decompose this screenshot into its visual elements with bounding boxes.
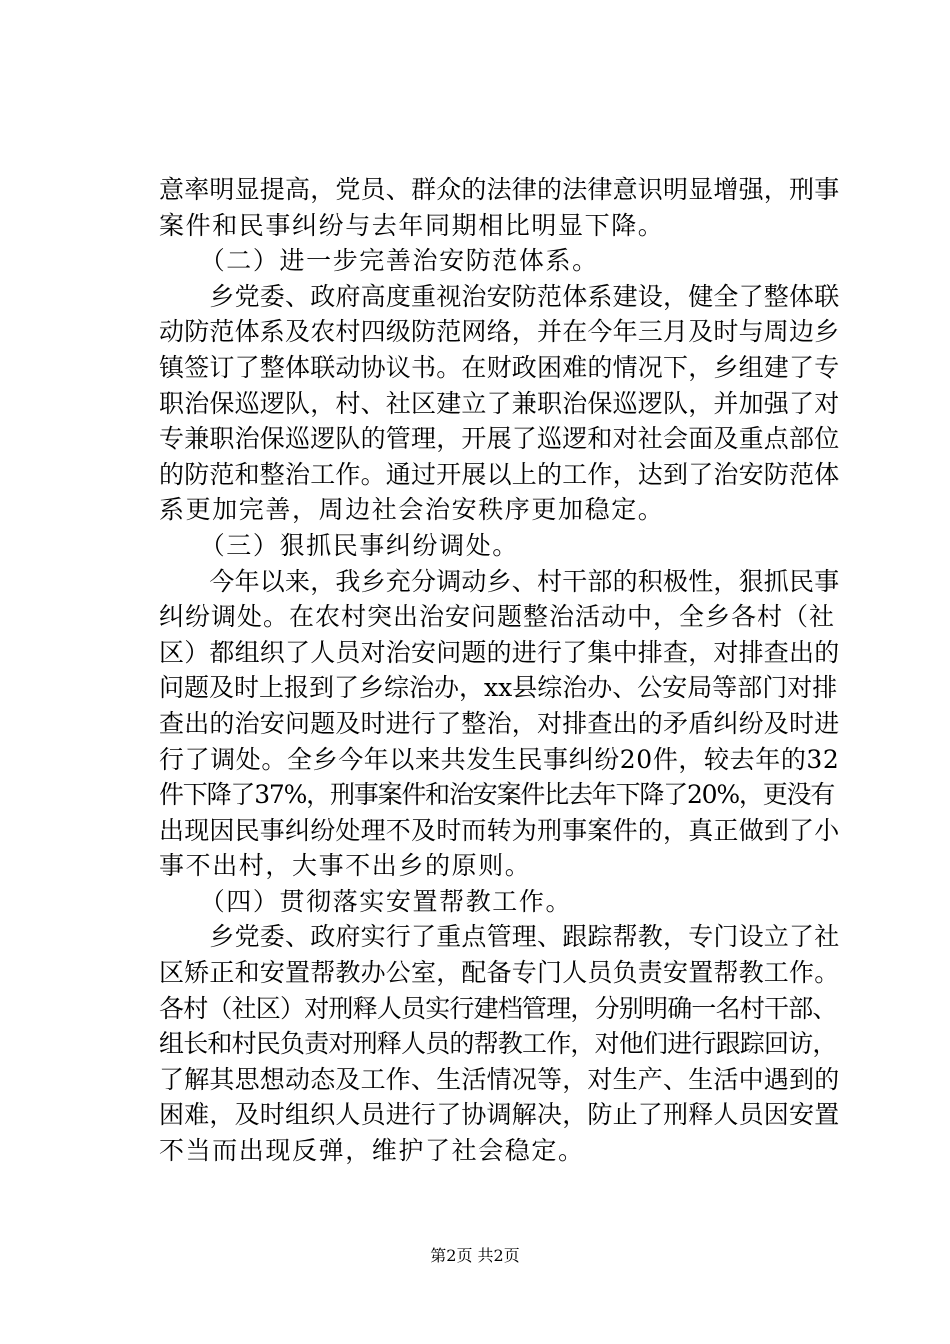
text-line: 乡党委、政府实行了重点管理、跟踪帮教，专门设立了社: [159, 922, 840, 952]
text-line: 件下降了37%，刑事案件和治安案件比去年下降了20%，更没有: [159, 780, 835, 810]
text-line: 纠纷调处。在农村突出治安问题整治活动中，全乡各村（社: [159, 602, 836, 632]
text-line: 了解其思想动态及工作、生活情况等，对生产、生活中遇到的: [159, 1064, 840, 1094]
text-line: 组长和村民负责对刑释人员的帮教工作，对他们进行跟踪回访，: [159, 1029, 837, 1059]
text-line: 镇签订了整体联动协议书。在财政困难的情况下，乡组建了专: [159, 352, 840, 382]
text-line: 案件和民事纠纷与去年同期相比明显下降。: [159, 210, 665, 240]
section-heading-4: （四）贯彻落实安置帮教工作。: [159, 886, 573, 916]
text-line: 行了调处。全乡今年以来共发生民事纠纷20件，较去年的32: [159, 744, 840, 774]
text-line: 区）都组织了人员对治安问题的进行了集中排查，对排查出的: [159, 637, 840, 667]
text-line: 乡党委、政府高度重视治安防范体系建设，健全了整体联: [159, 281, 840, 311]
text-line: 的防范和整治工作。通过开展以上的工作，达到了治安防范体: [159, 459, 840, 489]
section-heading-2: （二）进一步完善治安防范体系。: [159, 246, 599, 276]
section-heading-3: （三）狠抓民事纠纷调处。: [159, 530, 519, 560]
text-line: 职治保巡逻队，村、社区建立了兼职治保巡逻队，并加强了对: [159, 388, 840, 418]
text-line: 系更加完善，周边社会治安秩序更加稳定。: [159, 495, 665, 525]
text-line: 查出的治安问题及时进行了整治，对排查出的矛盾纠纷及时进: [159, 708, 840, 738]
page-number-footer: 第2页 共2页: [430, 1246, 520, 1265]
text-line: 动防范体系及农村四级防范网络，并在今年三月及时与周边乡: [159, 317, 840, 347]
text-line: 困难，及时组织人员进行了协调解决，防止了刑释人员因安置: [159, 1100, 840, 1130]
text-line: 今年以来，我乡充分调动乡、村干部的积极性，狠抓民事: [159, 566, 840, 596]
text-line: 出现因民事纠纷处理不及时而转为刑事案件的，真正做到了小: [159, 815, 840, 845]
body-text: [159, 172, 839, 1169]
text-line: 各村（社区）对刑释人员实行建档管理，分别明确一名村干部、: [159, 993, 837, 1023]
text-line: 不当而出现反弹，维护了社会稳定。: [159, 1136, 585, 1166]
text-line: 区矫正和安置帮教办公室，配备专门人员负责安置帮教工作。: [159, 958, 840, 988]
text-line: 事不出村，大事不出乡的原则。: [159, 851, 532, 881]
text-line: 问题及时上报到了乡综治办，xx县综治办、公安局等部门对排: [159, 673, 838, 703]
text-line: 意率明显提高，党员、群众的法律的法律意识明显增强，刑事: [159, 175, 840, 204]
text-line: 专兼职治保巡逻队的管理，开展了巡逻和对社会面及重点部位: [159, 424, 840, 454]
